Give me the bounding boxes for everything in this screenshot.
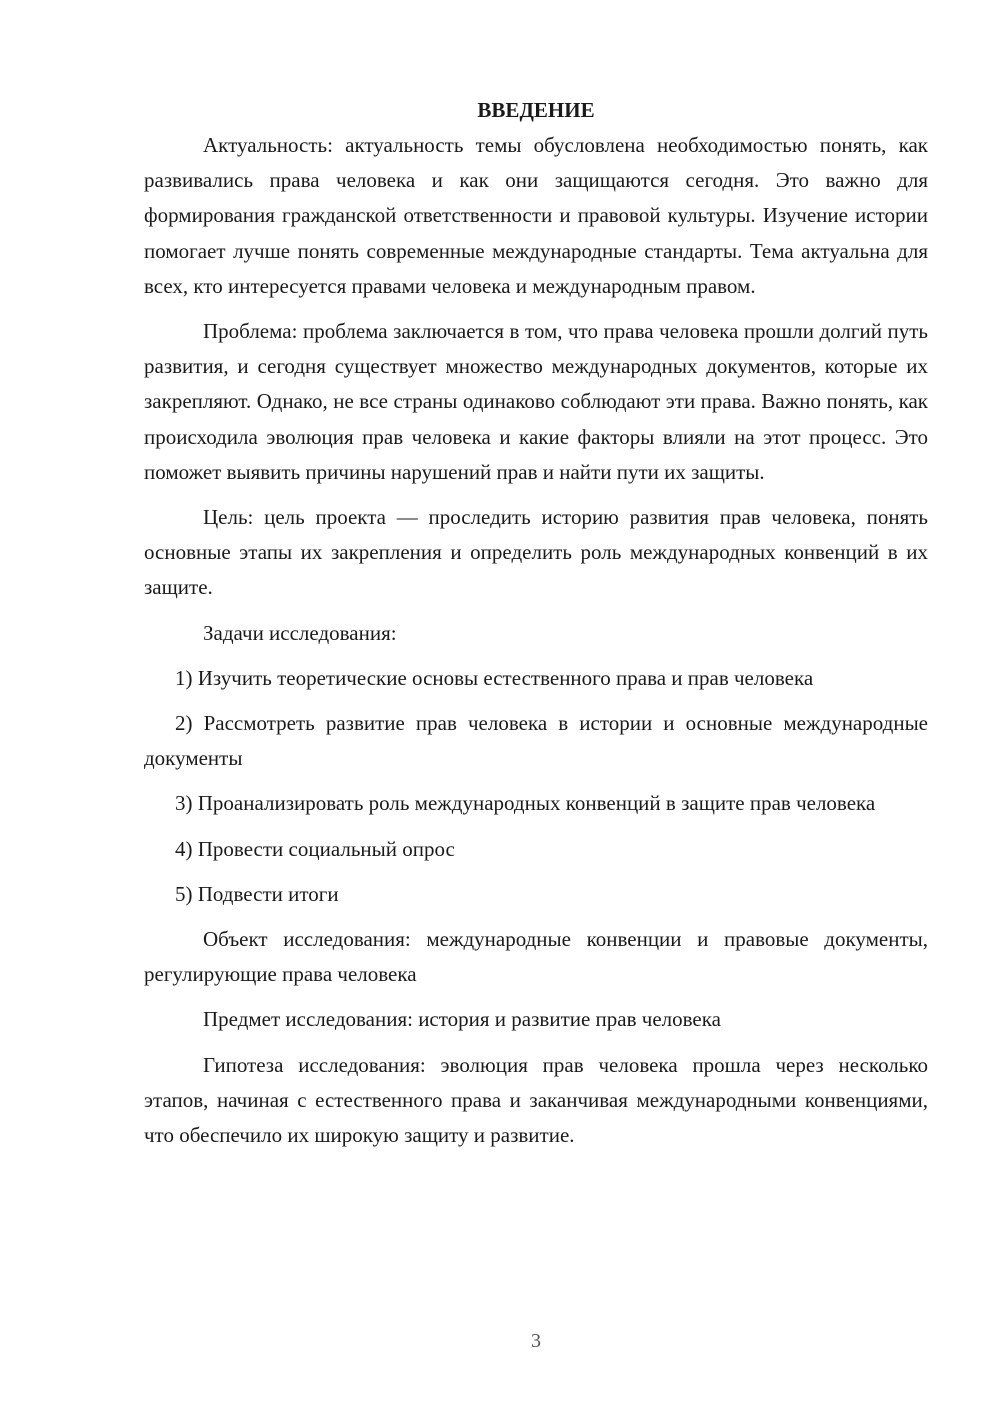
object-paragraph: Объект исследования: международные конвенции и правовые документы, регулирующие права человека [144, 927, 928, 987]
page-number: 3 [531, 1330, 541, 1352]
task-item: 3) Проанализировать роль международных конвенций в защите прав человека [175, 791, 876, 816]
page-title: ВВЕДЕНИЕ [477, 98, 595, 122]
subject-paragraph: Предмет исследования: история и развитие прав человека [203, 1007, 721, 1032]
hypothesis-paragraph: Гипотеза исследования: эволюция прав человека прошла через несколько этапов, начиная с естественного права и заканчивая международными конвенциями, что обеспечило их широкую защиту и развитие. [144, 1052, 928, 1148]
task-item: 1) Изучить теоретические основы естественного права и прав человека [175, 665, 814, 690]
task-item: 5) Подвести итоги [175, 881, 339, 906]
task-item: 2) Рассмотреть развитие прав человека в истории и основные международные документы [144, 711, 928, 771]
relevance-paragraph: Актуальность: актуальность темы обусловлена необходимостью понять, как развивались права человека и как они защищаются сегодня. Это важно для формирования гражданской ответственности и правовой культуры. Изучение истории помогает лучше понять современные международные стандарты. Тема актуальна для всех, кто интересуется правами человека и международным правом. [144, 133, 928, 298]
document-page [144, 92, 928, 1163]
task-item: 4) Провести социальный опрос [175, 836, 455, 861]
problem-paragraph: Проблема: проблема заключается в том, что права человека прошли долгий путь развития, и сегодня существует множество международных документов, которые их закрепляют. Однако, не все страны одинаково соблюдают эти права. Важно понять, как происходила эволюция прав человека и какие факторы влияли на этот процесс. Это поможет выявить причины нарушений прав и найти пути их защиты. [144, 319, 928, 484]
goal-paragraph: Цель: цель проекта — проследить историю развития прав человека, понять основные этапы их закрепления и определить роль международных конвенций в их защите. [144, 505, 928, 600]
tasks-heading: Задачи исследования: [203, 620, 397, 645]
